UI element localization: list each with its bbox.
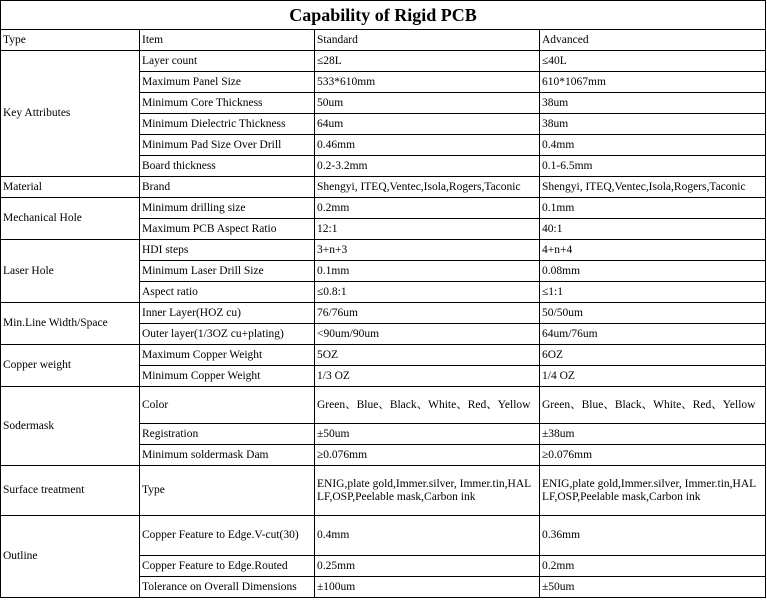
standard-cell: 0.1mm [315, 261, 540, 282]
advanced-cell: Green、Blue、Black、White、Red、Yellow [540, 387, 766, 424]
standard-cell: 0.46mm [315, 135, 540, 156]
item-cell: Minimum Core Thickness [140, 93, 315, 114]
standard-cell: ±100um [315, 577, 540, 598]
header-type: Type [1, 30, 140, 51]
advanced-cell: ±38um [540, 424, 766, 445]
advanced-cell: 0.36mm [540, 516, 766, 556]
standard-cell: 0.4mm [315, 516, 540, 556]
item-cell: Minimum drilling size [140, 198, 315, 219]
item-cell: Brand [140, 177, 315, 198]
item-cell: Maximum PCB Aspect Ratio [140, 219, 315, 240]
item-cell: Aspect ratio [140, 282, 315, 303]
title-row [1, 1, 766, 30]
type-cell: Mechanical Hole [1, 198, 140, 240]
item-cell: Minimum soldermask Dam [140, 445, 315, 466]
type-cell: Copper weight [1, 345, 140, 387]
advanced-cell: 50/50um [540, 303, 766, 324]
item-cell: Minimum Copper Weight [140, 366, 315, 387]
table-row [1, 303, 766, 324]
standard-cell: <90um/90um [315, 324, 540, 345]
header-row [1, 30, 766, 51]
item-cell: Maximum Copper Weight [140, 345, 315, 366]
header-item: Item [140, 30, 315, 51]
advanced-cell: 40:1 [540, 219, 766, 240]
table-title: Capability of Rigid PCB [1, 1, 766, 30]
advanced-cell: 0.08mm [540, 261, 766, 282]
header-advanced: Advanced [540, 30, 766, 51]
item-cell: Board thickness [140, 156, 315, 177]
item-cell: Minimum Dielectric Thickness [140, 114, 315, 135]
table-row [1, 466, 766, 516]
type-cell: Outline [1, 516, 140, 598]
advanced-cell: ENIG,plate gold,Immer.silver, Immer.tin,HAL LF,OSP,Peelable mask,Carbon ink [540, 466, 766, 516]
standard-cell: ≤28L [315, 51, 540, 72]
item-cell: Inner Layer(HOZ cu) [140, 303, 315, 324]
standard-cell: ±50um [315, 424, 540, 445]
advanced-cell: Shengyi, ITEQ,Ventec,Isola,Rogers,Taconic [540, 177, 766, 198]
type-cell: Material [1, 177, 140, 198]
advanced-cell: 0.4mm [540, 135, 766, 156]
standard-cell: 1/3 OZ [315, 366, 540, 387]
header-standard: Standard [315, 30, 540, 51]
type-cell: Min.Line Width/Space [1, 303, 140, 345]
advanced-cell: ≥0.076mm [540, 445, 766, 466]
table-row [1, 51, 766, 72]
item-cell: Copper Feature to Edge.Routed [140, 556, 315, 577]
type-cell: Key Attributes [1, 51, 140, 177]
standard-cell: 50um [315, 93, 540, 114]
item-cell: Registration [140, 424, 315, 445]
standard-cell: ENIG,plate gold,Immer.silver, Immer.tin,HAL LF,OSP,Peelable mask,Carbon ink [315, 466, 540, 516]
advanced-cell: 64um/76um [540, 324, 766, 345]
table-row [1, 345, 766, 366]
standard-cell: 76/76um [315, 303, 540, 324]
advanced-cell: ±50um [540, 577, 766, 598]
type-cell: Laser Hole [1, 240, 140, 303]
standard-cell: 12:1 [315, 219, 540, 240]
advanced-cell: ≤40L [540, 51, 766, 72]
table-row [1, 240, 766, 261]
item-cell: Color [140, 387, 315, 424]
standard-cell: 0.25mm [315, 556, 540, 577]
advanced-cell: 4+n+4 [540, 240, 766, 261]
standard-cell: 5OZ [315, 345, 540, 366]
item-cell: Type [140, 466, 315, 516]
table-row [1, 177, 766, 198]
advanced-cell: 38um [540, 114, 766, 135]
standard-cell: 0.2mm [315, 198, 540, 219]
advanced-cell: 0.1mm [540, 198, 766, 219]
table-row [1, 198, 766, 219]
standard-cell: Green、Blue、Black、White、Red、Yellow [315, 387, 540, 424]
item-cell: Minimum Laser Drill Size [140, 261, 315, 282]
item-cell: Tolerance on Overall Dimensions [140, 577, 315, 598]
type-cell: Surface treatment [1, 466, 140, 516]
advanced-cell: 38um [540, 93, 766, 114]
advanced-cell: 1/4 OZ [540, 366, 766, 387]
standard-cell: 0.2-3.2mm [315, 156, 540, 177]
item-cell: HDI steps [140, 240, 315, 261]
standard-cell: ≥0.076mm [315, 445, 540, 466]
item-cell: Copper Feature to Edge.V-cut(30) [140, 516, 315, 556]
item-cell: Minimum Pad Size Over Drill [140, 135, 315, 156]
standard-cell: 64um [315, 114, 540, 135]
item-cell: Maximum Panel Size [140, 72, 315, 93]
advanced-cell: 6OZ [540, 345, 766, 366]
table-row [1, 387, 766, 424]
standard-cell: 3+n+3 [315, 240, 540, 261]
table-row [1, 516, 766, 556]
standard-cell: ≤0.8:1 [315, 282, 540, 303]
advanced-cell: 610*1067mm [540, 72, 766, 93]
standard-cell: Shengyi, ITEQ,Ventec,Isola,Rogers,Taconic [315, 177, 540, 198]
item-cell: Outer layer(1/3OZ cu+plating) [140, 324, 315, 345]
standard-cell: 533*610mm [315, 72, 540, 93]
type-cell: Sodermask [1, 387, 140, 466]
advanced-cell: 0.2mm [540, 556, 766, 577]
advanced-cell: ≤1:1 [540, 282, 766, 303]
item-cell: Layer count [140, 51, 315, 72]
advanced-cell: 0.1-6.5mm [540, 156, 766, 177]
